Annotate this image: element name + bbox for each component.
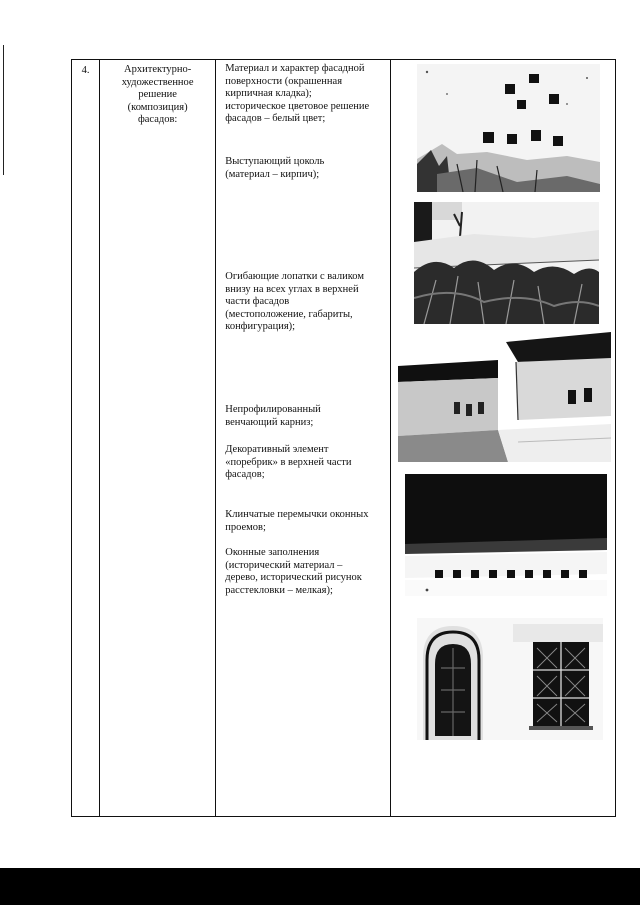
description-item-pilasters [225,271,383,334]
text-line: Декоративный элемент [225,444,329,455]
text-line: фасадов – белый цвет; [225,113,326,124]
text-line: Непрофилированный [225,404,321,415]
text-line: Огибающие лопатки с валиком [225,271,365,282]
text-line: историческое цветовое решение [225,100,370,112]
scan-bottom-band [0,868,640,905]
text-line: (местоположение, габариты, [225,308,353,320]
text-line: Клинчатые перемычки оконных [225,509,369,520]
description-item-window-fillings [225,547,383,597]
text-line: внизу на всех углах в верхней [225,283,359,295]
photo-plinth [414,202,599,324]
page-edge-line [3,45,4,175]
text-line: фасадов; [225,469,265,480]
table-row [72,60,616,817]
row-number-cell [72,60,100,817]
category-line: (композиция) [127,101,188,113]
text-line: проемов; [225,521,266,533]
row-number: 4. [81,65,90,76]
text-line: Материал и характер фасадной [225,63,365,74]
description-item-decorative-border [225,444,383,482]
description-item-facade-surface [225,63,383,126]
description-item-lintels [225,509,383,534]
text-line: кирпичная кладка); [225,88,312,99]
text-line: части фасадов [225,296,290,307]
text-line: Оконные заполнения [225,547,320,558]
description-item-cornice [225,404,383,429]
text-line: поверхности (окрашенная [225,75,343,87]
text-line: венчающий карниз; [225,416,314,428]
text-line: расстекловки – мелкая); [225,584,333,596]
photo-corner-pilasters [398,332,611,462]
text-line: «поребрик» в верхней части [225,456,352,468]
description-item-plinth [225,156,383,181]
photo-cornice-frieze [405,474,607,596]
text-line: (исторический материал – [225,559,343,571]
photo-cell [390,60,615,817]
category-line: решение [138,89,177,100]
category-line: художественное [121,76,194,88]
category-line: Архитектурно- [124,64,192,75]
text-line: (материал – кирпич); [225,168,320,180]
photo-facade-windows [417,64,600,192]
category-line: фасадов: [137,114,178,125]
text-line: Выступающий цоколь [225,156,325,167]
heritage-table [71,59,616,817]
category-cell [100,60,216,817]
text-line: дерево, исторический рисунок [225,572,362,583]
description-cell [216,60,390,817]
photo-arched-window [417,618,603,740]
text-line: конфигурация); [225,321,296,332]
